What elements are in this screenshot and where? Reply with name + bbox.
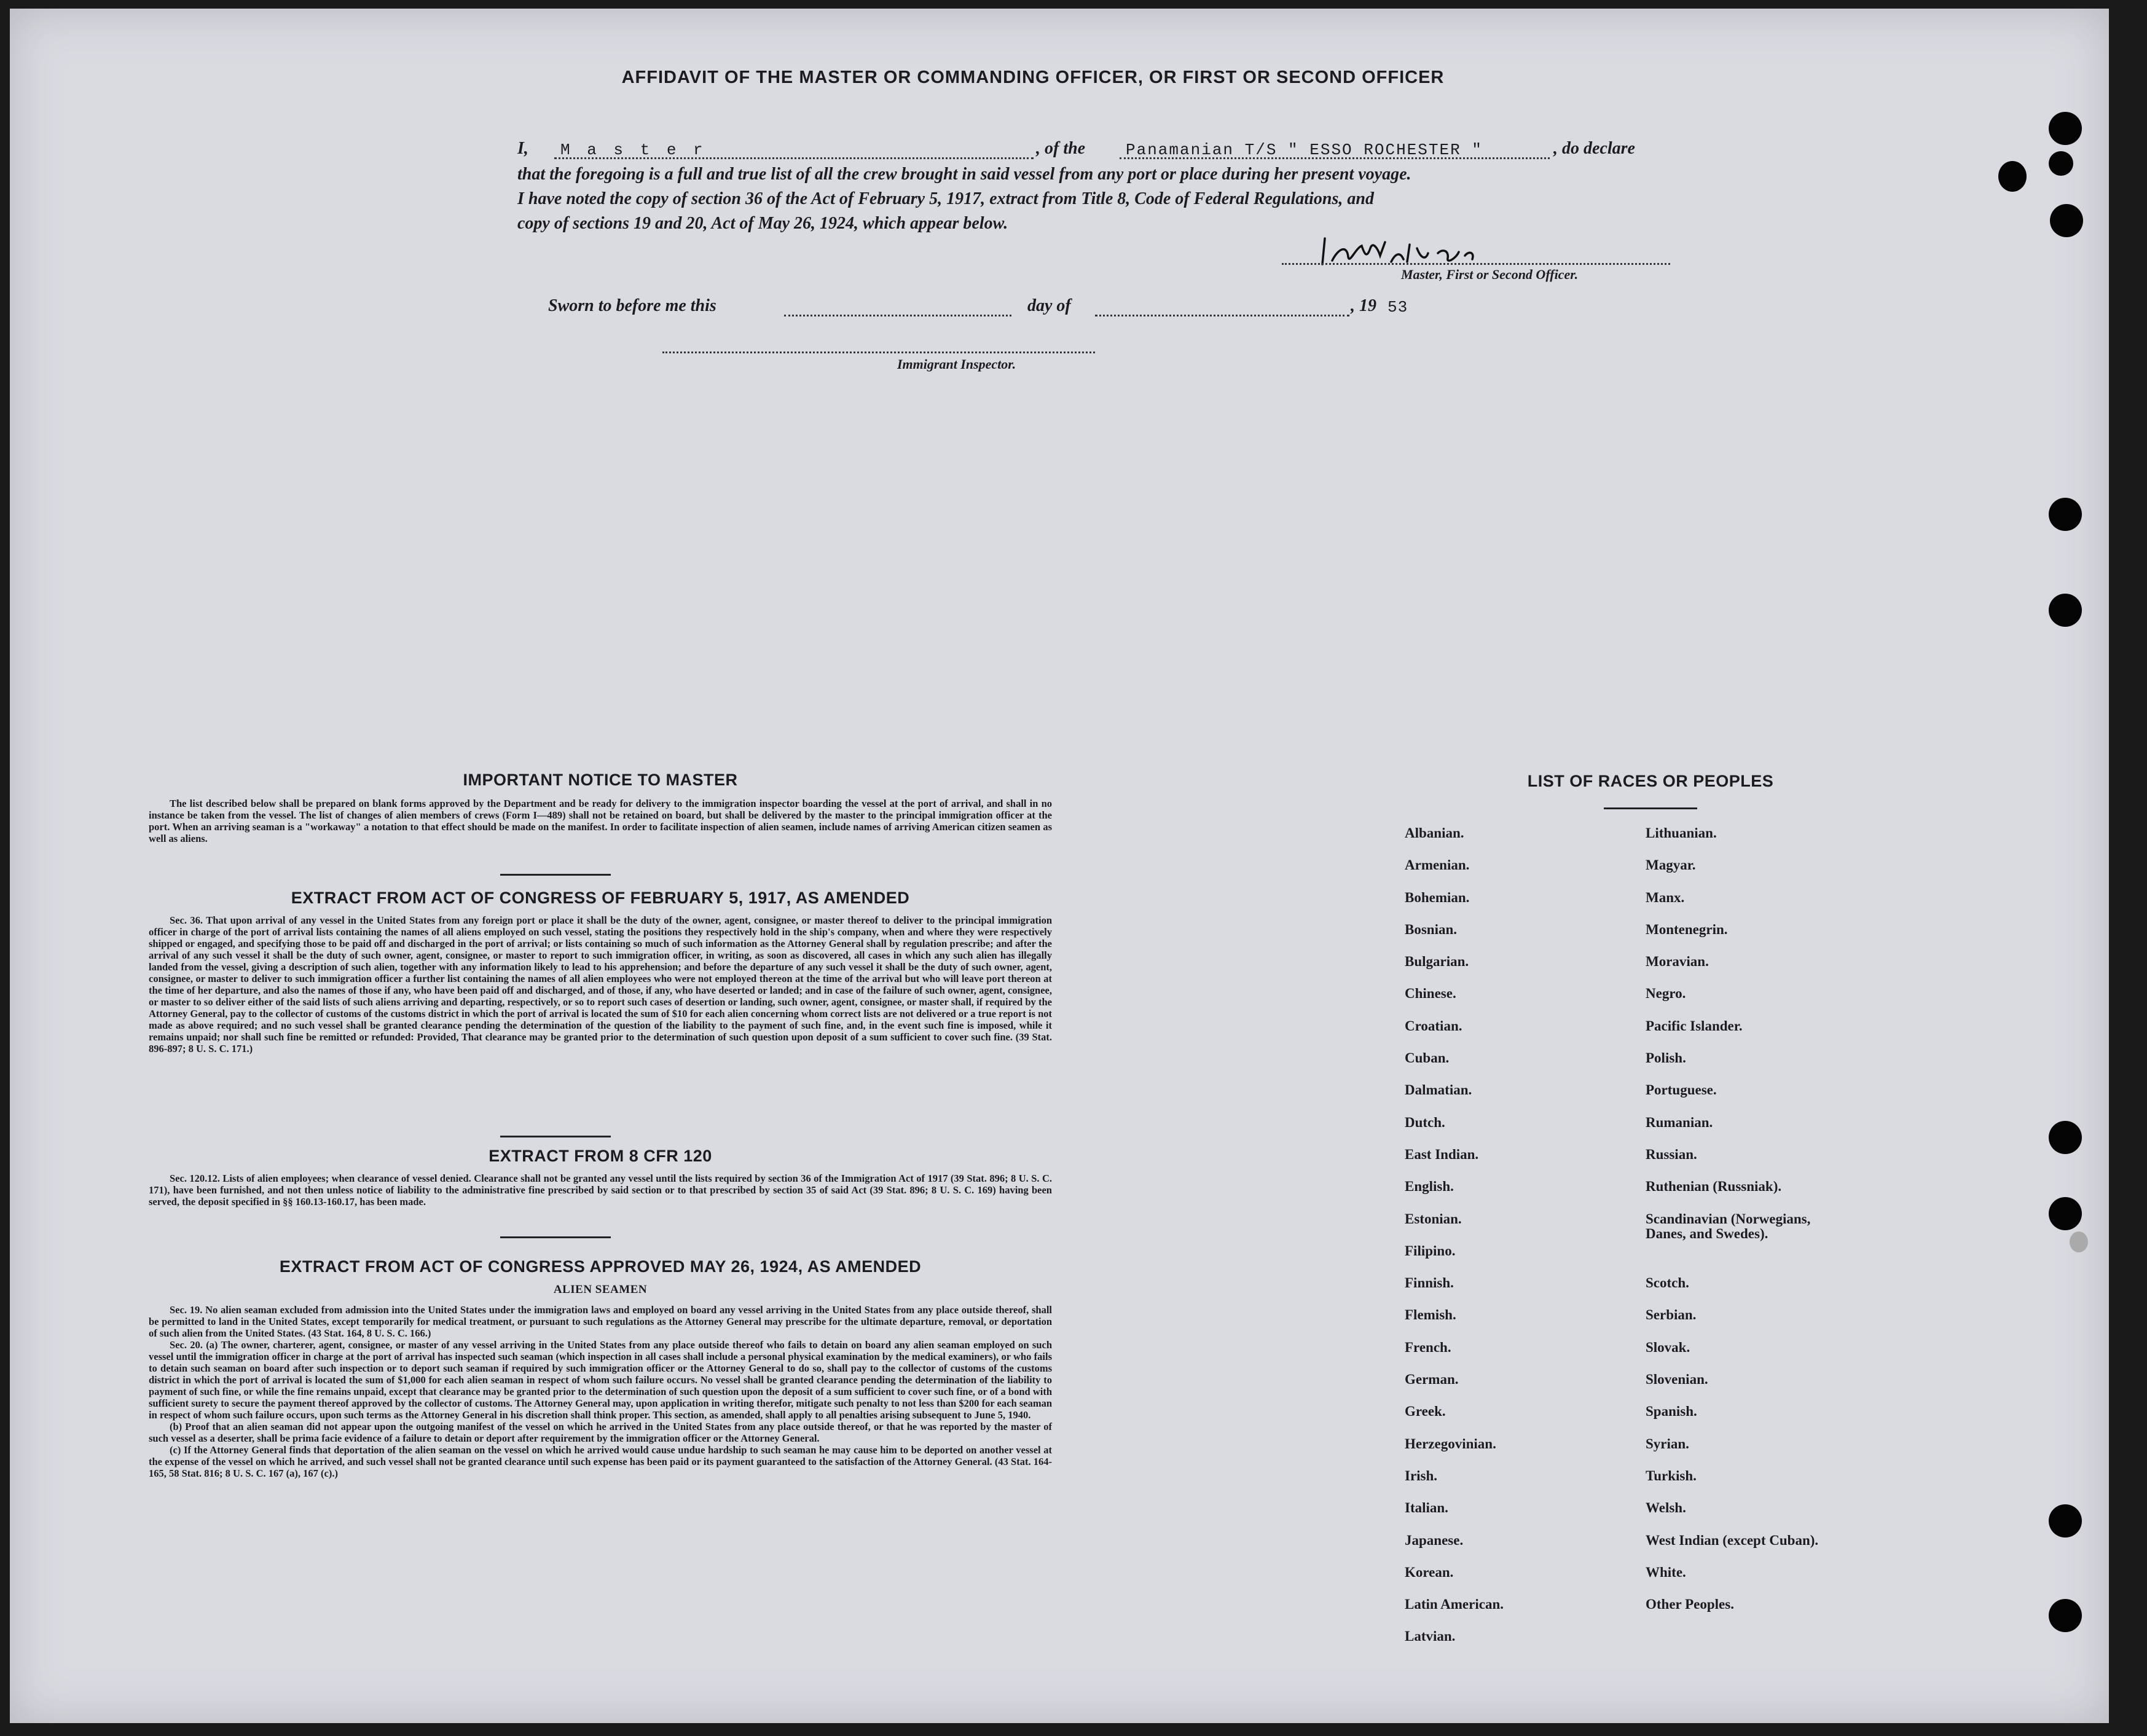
race-item: French. [1405,1339,1451,1355]
extract-cfr-text [149,1172,1052,1208]
punch-hole [1998,161,2027,192]
race-item: Lithuanian. [1646,825,1717,841]
race-item: Latvian. [1405,1628,1456,1644]
extract-1924-subtitle: ALIEN SEAMEN [553,1283,648,1296]
sworn-month-dotted-line [1095,315,1349,316]
declaration-line-3: I have noted the copy of section 36 of the Act of February 5, 1917, extract from Title 8, Code of Federal Regulations, and [517,189,1374,208]
race-item: Scandinavian (Norwegians, Danes, and Swedes). [1646,1211,1811,1241]
race-item: Bohemian. [1405,889,1470,905]
race-item: Negro. [1646,986,1686,1002]
races-right-column [1646,826,1965,1629]
race-item: Bulgarian. [1405,954,1469,970]
race-item: Finnish. [1405,1275,1454,1291]
race-item: Chinese. [1405,986,1456,1002]
punch-hole [2050,204,2083,237]
punch-hole [2049,1197,2082,1230]
year-field: 53 [1388,298,1408,316]
race-item: English. [1405,1179,1454,1195]
race-item: Italian. [1405,1500,1448,1516]
race-item: Rumanian. [1646,1114,1713,1130]
inspector-dotted-line [662,352,1095,353]
race-item: Estonian. [1405,1211,1462,1227]
affidavit-title: AFFIDAVIT OF THE MASTER OR COMMANDING OFFICER, OR FIRST OR SECOND OFFICER [621,68,1445,87]
race-item: Moravian. [1646,954,1709,970]
document-page [10,9,2109,1723]
race-item: Slovak. [1646,1339,1690,1355]
punch-hole [2049,112,2082,145]
race-item: Manx. [1646,889,1685,905]
race-item: Syrian. [1646,1436,1689,1451]
race-item: Turkish. [1646,1467,1697,1483]
punch-hole [2049,1599,2082,1632]
race-item: Spanish. [1646,1404,1697,1420]
officer-rank-dotted-line [554,157,1034,159]
race-item: Armenian. [1405,857,1470,873]
punch-hole [2049,1121,2082,1154]
race-item: Polish. [1646,1050,1686,1066]
extract-1917-paragraph: Sec. 36. That upon arrival of any vessel in the United States from any foreign port or place it shall be the duty of the owner, agent, consignee, or master thereof to deliver to the principal immigration officer in charge of the port of arrival lists containing the names of all aliens employed on such vessel, stating the positions they respectively hold in the ship's company, when and where they were respectively shipped or engaged, and specifying those to be paid off and discharged in the port of arrival; or lists containing so much of such information as the Attorney General shall by regulation prescribe; and after the arrival of any such vessel it shall be the duty of such owner, agent, consignee, or master to report to such immigration officer, in writing, as soon as discovered, all cases in which any such alien has illegally landed from the vessel, giving a description of such alien, together with any information likely to lead to his apprehension; and before the departure of any such vessel it shall be the duty of such owner, agent, consignee, or master to deliver to such immigration officer a further list containing the names of all alien employees who were not employed thereon at the time of the arrival but who will leave port thereon at the time of her departure, and also the names of those if any, who have been paid off and discharged, and of those, if any, who have deserted or landed; and in case of the failure of such owner, agent, consignee, or master to so deliver either of the said lists of such aliens arriving and departing, respectively, or so to report such cases of desertion or landing, such owner, agent, consignee, or master shall, if required by the Attorney General, pay to the collector of customs of the customs district in which the port of arrival is located the sum of $10 for each alien concerning whom correct lists are not delivered or a true report is not made as above required; and no such vessel shall be granted clearance pending the determination of the question of the liability to the payment of such fine, and, in the event such fine is imposed, while it remains unpaid; nor shall such fine be remitted or refunded: Provided, That clearance may be granted prior to the determination of such question upon deposit of a sum sufficient to cover such fine. (39 Stat. 896-897; 8 U. S. C. 171.) [149,914,1052,1055]
race-item: Flemish. [1405,1307,1456,1323]
punch-hole [2049,151,2073,176]
declaration-line-2: that the foregoing is a full and true list of all the crew brought in said vessel from any port or place during her present voyage. [517,165,1411,184]
race-item: Ruthenian (Russniak). [1646,1179,1782,1195]
do-declare-label: , do declare [1553,139,1635,158]
declaration-line-4: copy of sections 19 and 20, Act of May 26, 1924, which appear below. [517,214,1008,233]
race-item: Bosnian. [1405,921,1458,937]
master-signature [1311,224,1631,273]
sworn-day-dotted-line [784,315,1011,316]
vessel-name-field: Panamanian T/S " ESSO ROCHESTER " [1126,141,1483,159]
extract-1917-text [149,914,1052,1055]
race-item: Other Peoples. [1646,1597,1734,1612]
race-item: Croatian. [1405,1018,1462,1034]
race-item: Magyar. [1646,857,1696,873]
race-item: Irish. [1405,1467,1438,1483]
inspector-caption: Immigrant Inspector. [897,356,1016,372]
race-item: East Indian. [1405,1146,1479,1162]
sec-20c-paragraph: (c) If the Attorney General finds that deportation of the alien seaman on the vessel on which he arrived would cause undue hardship to such seaman he may cause him to be deported on another vessel at the expense of the vessel on which he arrived, and such vessel shall not be granted clearance until such expense has been paid or its payment guaranteed to the satisfaction of the Attorney General. (43 Stat. 164-165, 58 Stat. 816; 8 U. S. C. 167 (a), 167 (c).) [149,1444,1052,1479]
race-item: Serbian. [1646,1307,1697,1323]
race-item: Albanian. [1405,825,1464,841]
race-item: Welsh. [1646,1500,1686,1516]
punch-hole [2070,1231,2088,1252]
race-item: Pacific Islander. [1646,1018,1743,1034]
extract-cfr-paragraph: Sec. 120.12. Lists of alien employees; when clearance of vessel denied. Clearance shall not be granted any vessel until the lists required by section 36 of the Immigration Act of 1917 (39 Stat. 896; 8 U. S. C. 171), have been furnished, and not then unless notice of liability to the administrative fine prescribed by said section or to that prescribed by section 35 of said Act (39 Stat. 896; 8 U. S. C. 169) having been served, the deposit specified in §§ 160.13-160.17, has been made. [149,1172,1052,1208]
race-item: Scotch. [1646,1275,1689,1291]
race-item: Herzegovinian. [1405,1436,1496,1451]
races-divider [1604,807,1697,809]
race-item: Greek. [1405,1404,1446,1420]
sworn-line [548,294,1470,321]
punch-hole [2049,498,2082,531]
race-item: West Indian (except Cuban). [1646,1532,1819,1548]
divider [500,1236,611,1238]
signature-dotted-line [1282,263,1670,265]
day-of-label: day of [1027,296,1071,315]
sec-20b-paragraph: (b) Proof that an alien seaman did not appear upon the outgoing manifest of the vessel on which he arrived in the United States from any place outside thereof, or that he was reported by the master of such vessel as a deserter, shall be prima facie evidence of a failure to detain or deport after requirement by the immigration officer or the Attorney General. [149,1421,1052,1444]
extract-1917-title: EXTRACT FROM ACT OF CONGRESS OF FEBRUARY 5, 1917, AS AMENDED [291,889,910,907]
signature-caption: Master, First or Second Officer. [1401,267,1579,282]
race-item: Russian. [1646,1146,1697,1162]
notice-paragraph: The list described below shall be prepared on blank forms approved by the Department and be ready for delivery to the immigration inspector boarding the vessel at the port of arrival, and shall in no instance be taken from the vessel. The list of changes of alien members of crews (Form I—489) shall not be retained on board, but shall be delivered by the master to the principal immigration officer at the port. When an arriving seaman is a "workaway" a notation to that effect should be made on the manifest. In order to facilitate inspection of alien seamen, include names of arriving American citizen seamen as well as aliens. [149,798,1052,844]
extract-cfr-title: EXTRACT FROM 8 CFR 120 [489,1147,712,1165]
sworn-label: Sworn to before me this [548,296,716,315]
race-item: Montenegrin. [1646,921,1728,937]
punch-hole [2049,594,2082,627]
officer-rank-field: M a s t e r [560,141,707,159]
race-item: Japanese. [1405,1532,1464,1548]
race-item: Latin American. [1405,1597,1504,1612]
race-item: Cuban. [1405,1050,1450,1066]
race-item: Dalmatian. [1405,1082,1472,1098]
sec-19-paragraph: Sec. 19. No alien seaman excluded from admission into the United States under the immigration laws and employed on board any vessel arriving in the United States from any place outside thereof, shall be permitted to land in the United States, except temporarily for medical treatment, or pursuant to such regulations as the Attorney General may prescribe for the ultimate departure, removal, or deportation of such alien from the United States. (43 Stat. 164, 8 U. S. C. 166.) [149,1304,1052,1339]
i-prefix: I, [517,139,528,158]
races-left-column [1405,826,1663,1662]
race-item: Portuguese. [1646,1082,1717,1098]
of-the-label: , of the [1036,139,1086,158]
race-item: White. [1646,1564,1686,1580]
extract-1924-text [149,1304,1052,1479]
race-item: Korean. [1405,1564,1454,1580]
sec-20a-paragraph: Sec. 20. (a) The owner, charterer, agent, consignee, or master of any vessel arriving in the United States from any place outside thereof who fails to detain on board any alien seaman employed on such vessel until the immigration officer in charge at the port of arrival has inspected such seaman (which inspection in all cases shall include a personal physical examination by the medical examiners), or who fails to detain such seaman on board after such inspection or to deport such seaman if required by such immigration officer or the Attorney General to do so, shall pay to the collector of customs of the customs district in which the port of arrival is located the sum of $1,000 for each alien seaman in respect of whom such failure occurs. No vessel shall be granted clearance pending the determination of the liability to payment of such fine, or while the fine remains unpaid, except that clearance may be granted prior to the determination of such question upon the deposit of a sum sufficient to cover such fine, or of a bond with sufficient surety to secure the payment thereof approved by the collector of customs. The Attorney General may, upon application in writing therefor, mitigate such penalty to not less than $200 for each seaman in respect of whom such failure occurs, upon such terms as the Attorney General in his discretion shall think proper. This section, as amended, shall apply to all penalties arising subsequent to June 5, 1940. [149,1339,1052,1421]
race-item: Slovenian. [1646,1372,1708,1388]
notice-title: IMPORTANT NOTICE TO MASTER [463,771,738,789]
race-item: Filipino. [1405,1243,1456,1259]
year-label: , 19 [1351,296,1376,315]
races-title: LIST OF RACES OR PEOPLES [1527,772,1774,790]
extract-1924-title: EXTRACT FROM ACT OF CONGRESS APPROVED MAY 26, 1924, AS AMENDED [279,1257,922,1276]
divider [500,874,611,876]
vessel-dotted-line [1120,157,1550,159]
race-item: Dutch. [1405,1114,1445,1130]
notice-text [149,798,1052,844]
divider [500,1136,611,1137]
punch-hole [2049,1504,2082,1538]
race-item: German. [1405,1372,1459,1388]
declaration-line-1 [517,136,2029,163]
